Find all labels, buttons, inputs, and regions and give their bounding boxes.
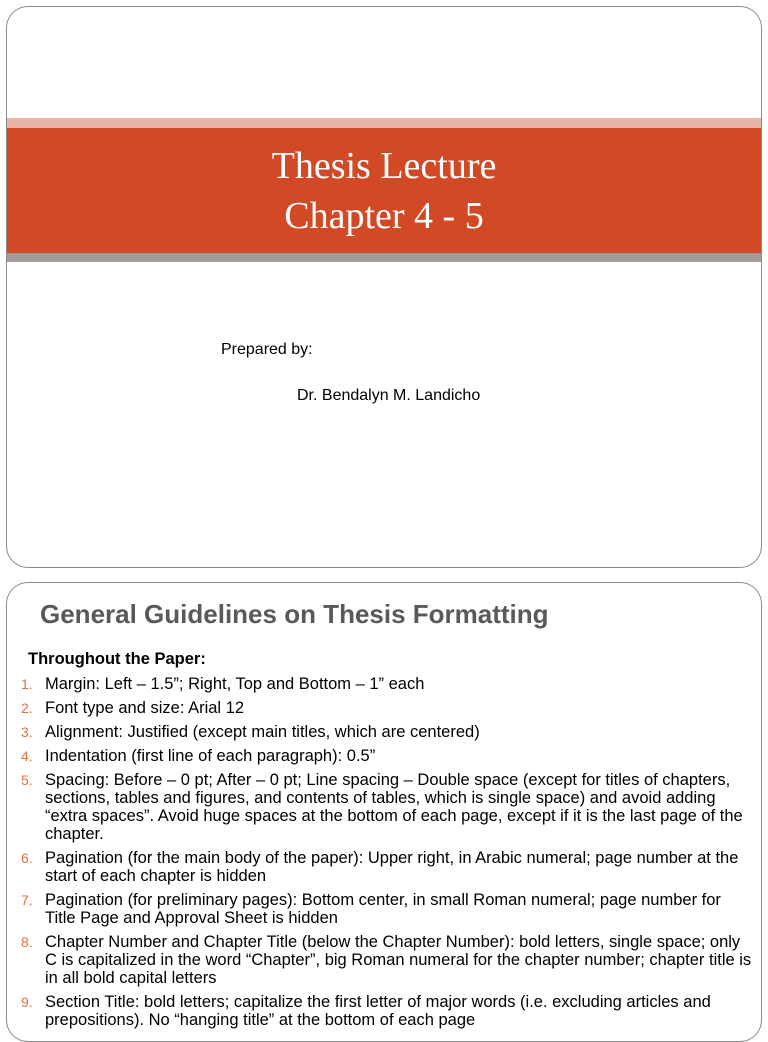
slide-title-line1: Thesis Lecture	[271, 144, 497, 187]
list-item	[19, 771, 754, 843]
list-item	[19, 699, 754, 717]
item-number: 2.	[21, 700, 33, 716]
item-text: Indentation (first line of each paragraph): 0.5”	[45, 747, 376, 765]
guidelines-subtitle: Throughout the Paper:	[28, 650, 206, 668]
item-text: Spacing: Before – 0 pt; After – 0 pt; Line spacing – Double space (except for titles of chapters, sections, tables and figures, and contents of tables, which is single space) and avoid adding “extra spaces”. Avoid huge spaces at the bottom of each page, except if it is the last page of the chapter.	[45, 771, 743, 843]
slide-title-line2: Chapter 4 - 5	[284, 194, 484, 237]
item-text: Section Title: bold letters; capitalize the first letter of major words (i.e. excluding articles and prepositions). No “hanging title” at the bottom of each page	[45, 993, 711, 1029]
item-text: Margin: Left – 1.5”; Right, Top and Bottom – 1” each	[45, 675, 425, 693]
list-item	[19, 747, 754, 765]
item-number: 1.	[21, 676, 33, 692]
list-item	[19, 933, 754, 987]
list-item	[19, 675, 754, 693]
item-number: 4.	[21, 748, 33, 764]
accent-band-bottom	[7, 253, 761, 262]
list-item	[19, 849, 754, 885]
item-number: 7.	[21, 892, 33, 908]
list-item	[19, 723, 754, 741]
item-text: Pagination (for the main body of the paper): Upper right, in Arabic numeral; page number at the start of each chapter is hidden	[45, 849, 739, 885]
item-number: 8.	[21, 934, 33, 950]
author-name: Dr. Bendalyn M. Landicho	[297, 387, 481, 404]
accent-band-top	[7, 118, 761, 128]
guidelines-slide	[6, 582, 762, 1042]
title-band	[7, 128, 761, 253]
item-number: 9.	[21, 994, 33, 1010]
item-text: Chapter Number and Chapter Title (below the Chapter Number): bold letters, single space; only C is capitalized in the word “Chapter”, big Roman numeral for the chapter number; chapter title is in all bold capital letters	[45, 933, 752, 987]
item-number: 3.	[21, 724, 33, 740]
item-text: Pagination (for preliminary pages): Bottom center, in small Roman numeral; page number for Title Page and Approval Sheet is hidden	[45, 891, 721, 927]
prepared-by-label: Prepared by:	[221, 341, 313, 358]
guidelines-list	[19, 675, 754, 1035]
guidelines-title: General Guidelines on Thesis Formatting	[40, 599, 549, 629]
item-number: 5.	[21, 772, 33, 788]
item-text: Font type and size: Arial 12	[45, 699, 245, 717]
item-number: 6.	[21, 850, 33, 866]
item-text: Alignment: Justified (except main titles, which are centered)	[45, 723, 480, 741]
list-item	[19, 891, 754, 927]
title-slide	[6, 6, 762, 568]
